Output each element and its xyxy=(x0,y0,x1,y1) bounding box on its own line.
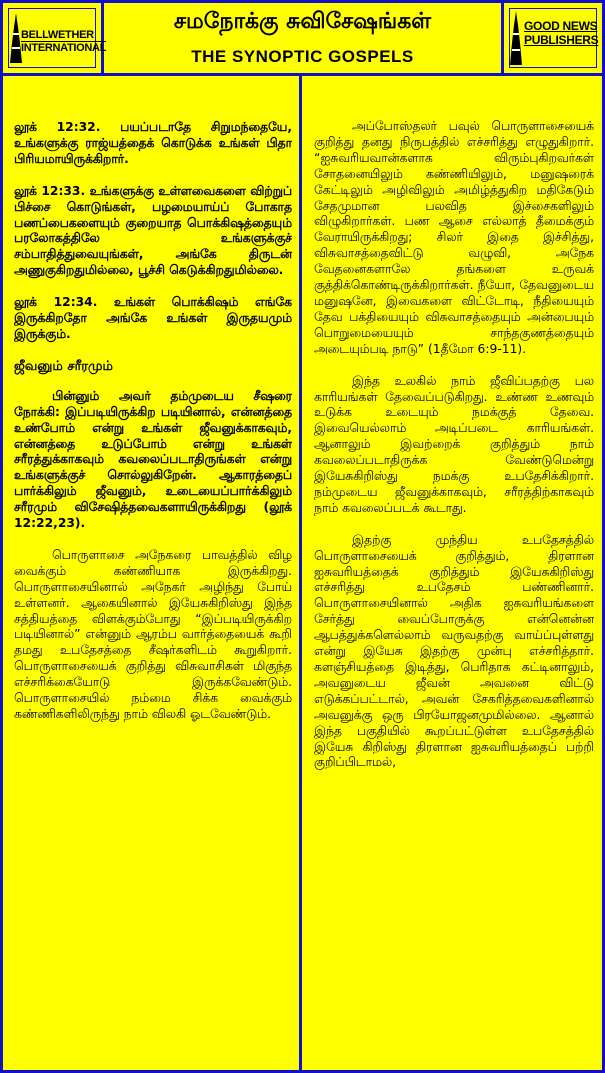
logo-left-line2: INTERNATIONAL xyxy=(21,42,107,54)
header xyxy=(3,3,602,76)
page-title-tamil: சமநோக்கு சுவிசேஷங்கள் xyxy=(173,9,432,34)
verse-luke-12-34: லூக் 12:34. உங்கள் பொக்கிஷம் எங்கே இருக்கிறதோ அங்கே உங்கள் இருதயமும் இருக்கும். xyxy=(14,295,292,341)
page-title-english: THE SYNOPTIC GOSPELS xyxy=(191,47,414,66)
logo-right-line2: PUBLISHERS xyxy=(524,33,599,47)
commentary-paragraph: அப்போஸ்தலர் பவுல் பொருளாசையைக் குறித்து தனது நிருபத்தில் எச்சரித்து எழுதுகிறார். “ஐசுவரியவான்களாக விரும்புகிறவர்கள் சோதனையிலும் கண்ணியிலும், மனுஷரைக் கேட்டிலும் அழிவிலும் அமிழ்த்துகிற மதிகேடும் சேதமுமான பலவித இச்சைகளிலும் விழுகிறார்கள். பண ஆசை எல்லாத் தீமைக்கும் வேராயிருக்கிறது; சிலர் இதை இச்சித்து, விசுவாசத்தைவிட்டு வழுவி, அநேக வேதனைகளாலே தங்களை உருவக் குத்திக்கொண்டிருக்கிறார்கள். நீயோ, தேவனுடைய மனுஷனே, இவைகளை விட்டோடி, நீதியையும் தேவ பக்தியையும் விசுவாசத்தையும் அன்பையும் பொறுமையையும் சாந்தகுணத்தையும் அடையும்படி நாடு” (1தீமோ 6:9-11). xyxy=(314,119,594,356)
title-box xyxy=(104,3,501,73)
tower-icon xyxy=(510,11,522,65)
logo-right-line1: GOOD NEWS xyxy=(524,19,598,33)
commentary-paragraph: இதற்கு முந்திய உபதேசத்தில் பொருளாசையைக் குறித்தும், திரளான ஐசுவரியத்தைக் குறித்தும் இயேசுகிறிஸ்து எச்சரித்து உபதேசம் பண்ணினார். பொருளாசையினால் அதிக ஐசுவரியங்களை சேர்த்து வைப்போருக்கு என்னென்ன ஆபத்துக்களெல்லாம் வருவதற்கு வாய்ப்புள்ளது என்று இயேசு இதற்கு முன்பு எச்சரித்தார். களஞ்சியத்தை இடித்து, பெரிதாக கட்டினாலும், அவனுடைய ஜீவன் அவனை விட்டு எடுக்கப்பட்டால், அவன் சேகரித்தவைகளினால் அவனுக்கு ஒரு பிரயோஜனமுமில்லை. ஆனால் இந்த பகுதியில் கூறப்பட்டுள்ள உபதேசத்தில் இயேசு கிறிஸ்து திரளான ஐசுவரியத்தைப் பற்றி குறிப்பிடாமல், xyxy=(314,532,594,770)
commentary-paragraph: பொருளாசை அநேகரை பாவத்தில் விழ வைக்கும் கண்ணியாக இருக்கிறது. பொருளாசையினால் அநேகர் அழிந்து போய் உள்ளனர். ஆகையினால் இயேசுகிறிஸ்து இந்த சத்தியத்தை விளக்கும்போது “இப்படியிருக்கிற படியினால்” என்னும் ஆரம்ப வார்த்தையைக் கூறி தமது உபதேசத்தை சீஷர்களிடம் கூறுகிறார். பொருளாசையைக் குறித்து விசுவாசிகள் மிகுந்த எச்சரிக்கையோடு இருக்கவேண்டும். பொருளாசையில் நம்மை சிக்க வைக்கும் கண்ணிகளிலிருந்து நாம் விலகி ஓடவேண்டும். xyxy=(14,547,292,721)
right-column xyxy=(314,119,594,787)
left-column xyxy=(14,120,292,739)
commentary-paragraph: இந்த உலகில் நாம் ஜீவிப்பதற்கு பல காரியங்கள் தேவைப்படுகிறது. உண்ண உணவும் உடுக்க உடையும் நமக்குத் தேவை. இவையெல்லாம் அடிப்படை காரியங்கள். ஆனாலும் இவற்றைக் குறித்தும் நாம் கவலைப்படாதிருக்க வேண்டுமென்று இயேசுகிறிஸ்து நமக்கு உபதேசிக்கிறார். நம்முடைய ஜீவனுக்காகவும், சரீரத்திற்காகவும் நாம் கவலைப்படக் கூடாது. xyxy=(314,373,594,515)
logo-left-line1: BELLWETHER xyxy=(21,29,106,42)
verse-luke-12-32: லூக் 12:32. பயப்படாதே சிறுமந்தையே, உங்களுக்கு ராஜ்யத்தைக் கொடுக்க உங்கள் பிதா பிரியமாயிருக்கிறார். xyxy=(14,120,292,166)
verse-luke-12-22-23: பின்னும் அவர் தம்முடைய சீஷரை நோக்கி: இப்படியிருக்கிற படியினால், என்னத்தை உண்போம் என்று உங்கள் ஜீவனுக்காகவும், என்னத்தை உடுப்போம் என்று உங்கள் சரீரத்துக்காகவும் கவலைப்படாதிருங்கள் என்று உங்களுக்குச் சொல்லுகிறேன். ஆகாரத்தைப் பார்க்கிலும் ஜீவனும், உடையைப்பார்க்கிலும் சரீரமும் விசேஷித்தவைகளாயிருக்கிறது (லூக் 12:22,23). xyxy=(14,388,292,531)
section-heading: ஜீவனும் சரீரமும் xyxy=(14,358,113,374)
good-news-logo xyxy=(501,3,602,73)
column-divider xyxy=(299,76,302,1070)
bellwether-logo xyxy=(3,3,107,73)
verse-luke-12-33: லூக் 12:33. உங்களுக்கு உள்ளவைகளை விற்றுப் பிச்சை கொடுங்கள், பழமையாய்ப் போகாத பணப்பைகளையும் குறையாத பொக்கிஷத்தையும் பரலோகத்திலே உங்களுக்குச் சம்பாதித்துவையுங்கள், அங்கே திருடன் அணுகுகிறதுமில்லை, பூச்சி கெடுக்கிறதுமில்லை. xyxy=(14,183,292,278)
